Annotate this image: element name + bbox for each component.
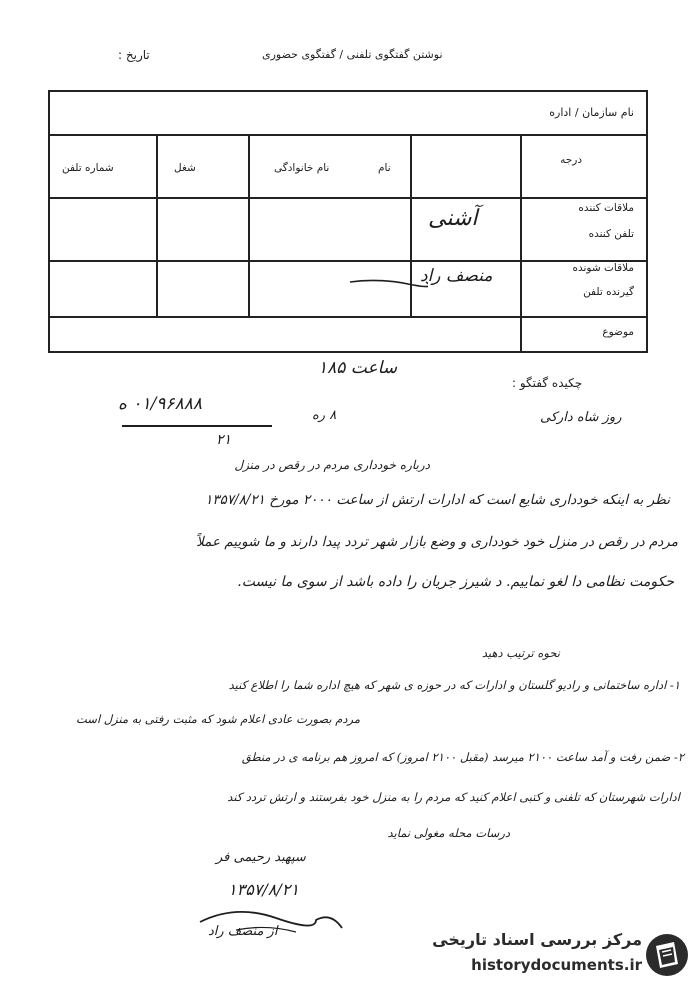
row-call-receiver: گیرنده تلفن: [583, 286, 634, 298]
archive-name: مرکز بررسی اسناد تاریخی: [432, 930, 642, 949]
archive-logo-icon: [644, 932, 690, 978]
body-line-4: حکومت نظامی دا لغو نماییم. د شیرز جریان را داده باشد از سوی ما نیست.: [237, 574, 674, 590]
daily-label: روز شاه دارکی: [540, 410, 622, 425]
row-receiver: ملاقات شونده: [572, 262, 634, 274]
signature-name: سپهبد رحیمی فر: [216, 850, 306, 865]
col-phone: شماره تلفن: [62, 162, 114, 174]
form-table: [48, 90, 648, 352]
archive-watermark: [398, 926, 696, 988]
daily-number: ۸ ره: [312, 408, 337, 423]
notes-heading: نحوه ترتیب دهید: [481, 646, 560, 660]
summary-number: ۰۱/۹۶۸۸۸ ه: [118, 394, 202, 414]
body-line-2: نظر به اینکه خودداری شایع است که ادارات ارتش از ساعت ۲۰۰۰ مورخ ۱۳۵۷/۸/۲۱: [205, 492, 670, 508]
signature-date: ۱۳۵۷/۸/۲۱: [228, 880, 299, 899]
visitor-name-handwritten: آشنی: [428, 206, 478, 231]
body-line-1: درباره خودداری مردم در رقص در منزل: [234, 458, 430, 472]
notes-line-3: ۲- ضمن رفت و آمد ساعت ۲۱۰۰ میرسد (مقبل ۲۱۰۰ امروز) که امروز هم برنامه ی در منطق: [241, 750, 684, 764]
col-job: شغل: [174, 162, 196, 174]
archive-url: historydocuments.ir: [471, 956, 642, 974]
notes-line-5: درسات محله مغولی نماید: [387, 826, 510, 840]
summary-number-sub: ۲۱: [216, 432, 232, 448]
number-underline: [122, 425, 272, 427]
col-rank: درجه: [560, 154, 582, 166]
form-title: نوشتن گفتگوی تلفنی / گفتگوی حضوری: [262, 48, 443, 61]
row-visitor: ملاقات کننده: [578, 202, 634, 214]
col-family: نام خانوادگی: [274, 162, 330, 174]
row-caller: تلفن کننده: [588, 228, 634, 240]
date-label: تاریخ :: [118, 48, 150, 62]
row-subject: موضوع: [602, 326, 634, 338]
org-label: نام سازمان / اداره: [549, 106, 634, 119]
notes-line-2: مردم بصورت عادی اعلام شود که مثبت رفتی به منزل است: [76, 712, 360, 726]
summary-time: ساعت ۱۸۵: [318, 358, 398, 378]
body-line-3: مردم در رقص در منزل خود خودداری و وضع بازار شهر تردد پیدا دارند و ما شوییم عملاً: [196, 534, 678, 550]
col-name: نام: [378, 162, 391, 174]
notes-line-4: ادارات شهرستان که تلفنی و کتبی اعلام کنید که مردم را به منزل خود بفرستند و ارتش تردد کند: [227, 790, 680, 804]
signature-reference: از منصف راد: [208, 924, 278, 939]
notes-line-1: ۱- اداره ساختمانی و رادیو گلستان و ادارات که در حوزه ی شهر که هیچ اداره شما را اطلاع کنید: [228, 678, 680, 692]
receiver-name-handwritten: منصف راد: [420, 266, 493, 286]
handwritten-stroke: [348, 276, 428, 288]
summary-label: چکیده گفتگو :: [512, 376, 583, 390]
